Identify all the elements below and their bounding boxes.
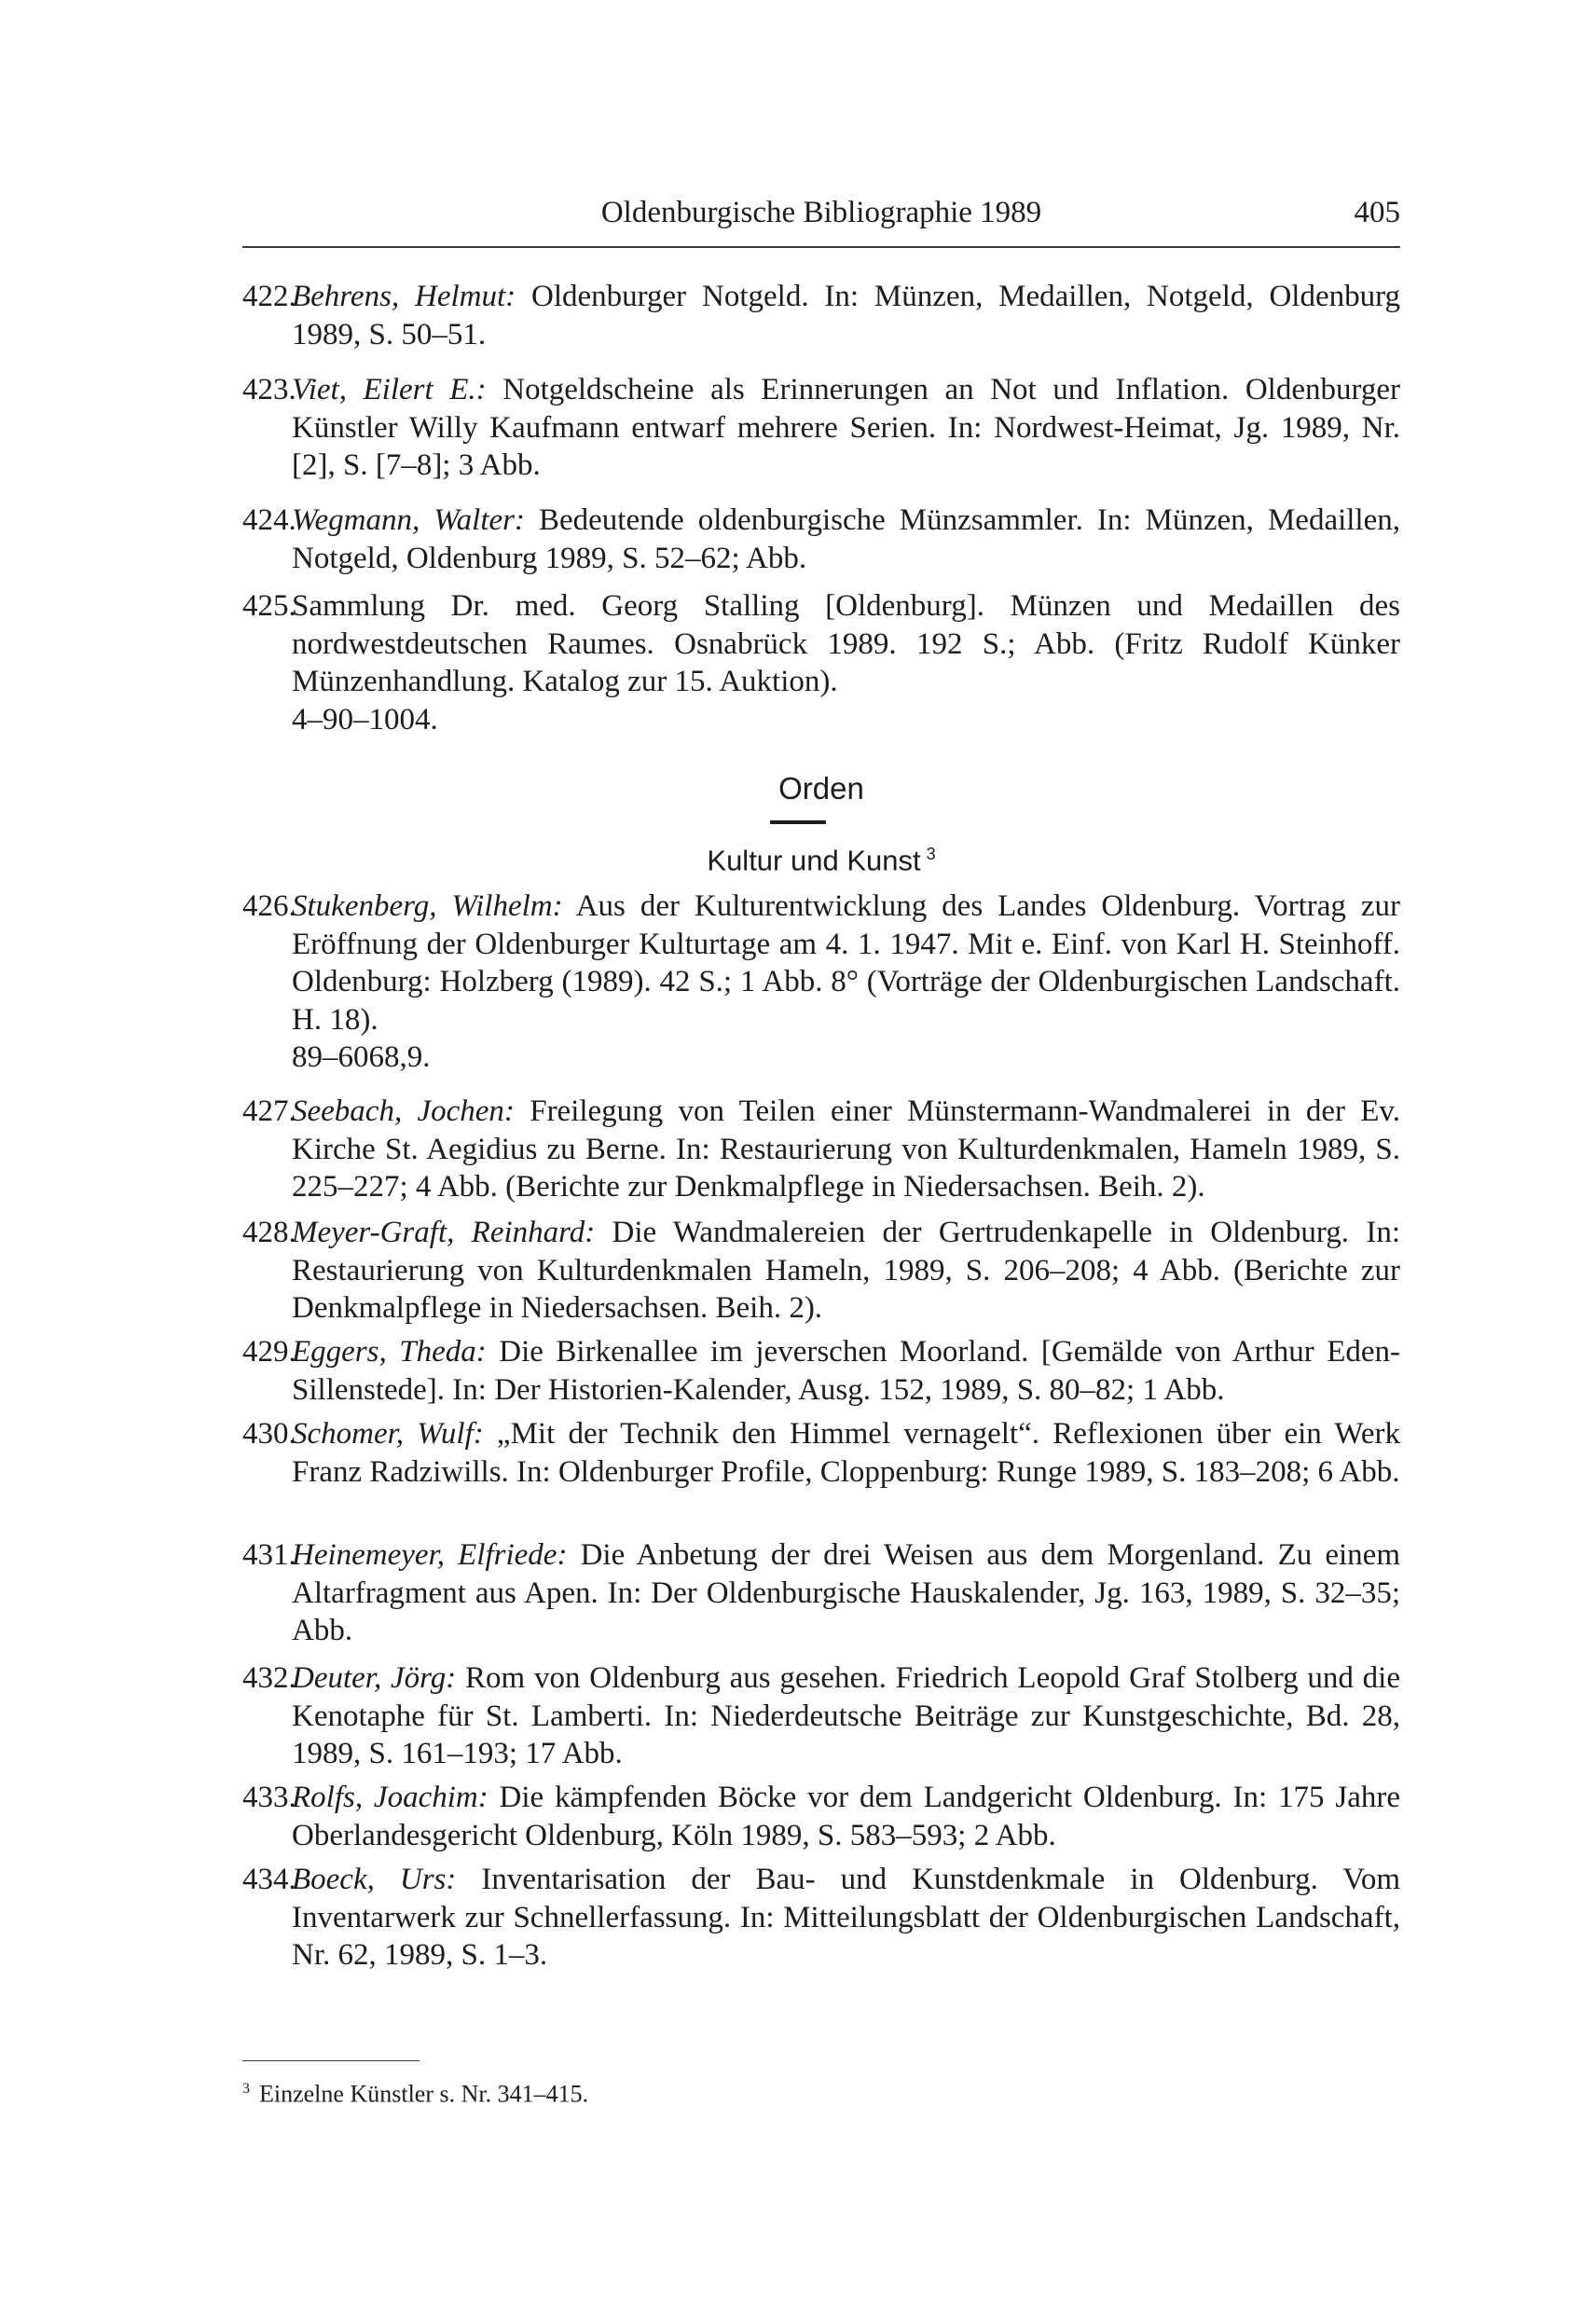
entry-author: Wegmann, Walter:	[292, 503, 525, 537]
entry-text: „Mit der Technik den Himmel vernagelt“. Reflexionen über ein Werk Franz Radziwills. In: Oldenburger Profile, Cloppenburg: Runge 1989, S. 183–208; 6 Abb.	[292, 1417, 1401, 1489]
entry-number: 431.	[242, 1538, 296, 1572]
entry-text: Inventarisation der Bau- und Kunstdenkmale in Oldenburg. Vom Inventarwerk zur Schnellerfassung. In: Mitteilungsblatt der Oldenburgischen Landschaft, Nr. 62, 1989, S. 1–3.	[292, 1863, 1400, 1972]
footnote-number: 3	[242, 2081, 250, 2097]
bibliography-entry	[242, 1861, 1400, 1975]
entry-number: 425.	[242, 589, 296, 623]
bibliography-entry	[242, 1536, 1400, 1650]
entry-author: Behrens, Helmut:	[292, 280, 516, 313]
entry-text: Die kämpfenden Böcke vor dem Landgericht Oldenburg. In: 175 Jahre Oberlandesgericht Oldenburg, Köln 1989, S. 583–593; 2 Abb.	[292, 1781, 1400, 1852]
entry-text: Aus der Kulturentwicklung des Landes Oldenburg. Vortrag zur Eröffnung der Oldenburger Kulturtage am 4. 1. 1947. Mit e. Einf. von Karl H. Steinhoff. Oldenburg: Holzberg (1989). 42 S.; 1 Abb. 8° (Vorträge der Oldenburgischen Landschaft. H. 18).	[292, 889, 1400, 1037]
section-title: Orden	[778, 771, 864, 805]
entry-author: Deuter, Jörg:	[292, 1661, 457, 1695]
bibliography-entry	[242, 278, 1400, 353]
entry-number: 434.	[242, 1863, 296, 1896]
entry-author: Heinemeyer, Elfriede:	[292, 1538, 568, 1572]
bibliography-entry	[242, 502, 1400, 577]
entry-number: 426.	[242, 889, 296, 923]
entry-signature: 4–90–1004.	[292, 702, 438, 736]
footnote-marker: 3	[926, 845, 936, 863]
entry-text: Die Anbetung der drei Weisen aus dem Morgenland. Zu einem Altarfragment aus Apen. In: Der Oldenburgische Hauskalender, Jg. 163, 1989, S. 32–35; Abb.	[292, 1538, 1400, 1647]
bibliography-entry	[242, 587, 1400, 738]
entry-number: 430.	[242, 1417, 296, 1451]
bibliography-entry	[242, 371, 1400, 485]
entry-text: Bedeutende oldenburgische Münzsammler. In: Münzen, Medaillen, Notgeld, Oldenburg 1989, S. 52–62; Abb.	[292, 503, 1400, 575]
entry-author: Viet, Eilert E.:	[292, 373, 487, 406]
entry-author: Eggers, Theda:	[292, 1335, 487, 1369]
bibliography-entry	[242, 1659, 1400, 1773]
entry-text: Die Wandmalereien der Gertrudenkapelle in Oldenburg. In: Restaurierung von Kulturdenkmalen Hameln, 1989, S. 206–208; 4 Abb. (Berichte zur Denkmalpflege in Niedersachsen. Beih. 2).	[292, 1216, 1400, 1325]
footnote	[242, 2074, 588, 2110]
page-number: 405	[1354, 196, 1400, 229]
entry-number: 424.	[242, 503, 296, 537]
bibliography-entry	[242, 1779, 1400, 1854]
entry-text: Notgeldscheine als Erinnerungen an Not und Inflation. Oldenburger Künstler Willy Kaufmann entwarf mehrere Serien. In: Nordwest-Heimat, Jg. 1989, Nr. [2], S. [7–8]; 3 Abb.	[292, 373, 1400, 482]
entry-text: Sammlung Dr. med. Georg Stalling [Oldenburg]. Münzen und Medaillen des nordwestdeutschen Raumes. Osnabrück 1989. 192 S.; Abb. (Fritz Rudolf Künker Münzenhandlung. Katalog zur 15. Auktion).	[292, 589, 1400, 698]
bibliography-entry	[242, 1333, 1400, 1409]
entry-number: 428.	[242, 1216, 296, 1249]
entry-number: 427.	[242, 1094, 296, 1128]
page-header	[242, 194, 1400, 248]
entry-signature: 89–6068,9.	[292, 1040, 431, 1074]
running-title: Oldenburgische Bibliographie 1989	[600, 196, 1042, 229]
entry-author: Boeck, Urs:	[292, 1863, 457, 1896]
bibliography-entry	[242, 1093, 1400, 1206]
entry-number: 422.	[242, 280, 296, 313]
footnote-divider	[242, 2060, 420, 2061]
entry-text: Die Birkenallee im jeverschen Moorland. [Gemälde von Arthur Eden-Sillenstede]. In: Der Historien-Kalender, Ausg. 152, 1989, S. 80–82; 1 Abb.	[292, 1335, 1400, 1407]
entry-author: Seebach, Jochen:	[292, 1094, 515, 1128]
section-divider	[770, 820, 826, 824]
entry-number: 423.	[242, 373, 296, 406]
entry-text: Freilegung von Teilen einer Münstermann-Wandmalerei in der Ev. Kirche St. Aegidius zu Berne. In: Restaurierung von Kulturdenkmalen, Hameln 1989, S. 225–227; 4 Abb. (Berichte zur Denkmalpflege in Niedersachsen. Beih. 2).	[292, 1094, 1401, 1204]
entry-number: 432.	[242, 1661, 296, 1695]
footnote-text: Einzelne Künstler s. Nr. 341–415.	[259, 2080, 589, 2108]
entry-text: Oldenburger Notgeld. In: Münzen, Medaillen, Notgeld, Oldenburg 1989, S. 50–51.	[292, 280, 1400, 351]
bibliography-entry	[242, 1415, 1400, 1491]
entry-author: Stukenberg, Wilhelm:	[292, 889, 563, 923]
bibliography-entry	[242, 1214, 1400, 1328]
entry-text: Rom von Oldenburg aus gesehen. Friedrich Leopold Graf Stolberg und die Kenotaphe für St. Lamberti. In: Niederdeutsche Beiträge zur Kunstgeschichte, Bd. 28, 1989, S. 161–193; 17 Abb.	[292, 1661, 1400, 1770]
entry-author: Schomer, Wulf:	[292, 1417, 484, 1451]
entry-number: 433.	[242, 1781, 296, 1814]
entry-author: Meyer-Graft, Reinhard:	[292, 1216, 596, 1249]
bibliography-entry	[242, 888, 1400, 1077]
subsection-label: Kultur und Kunst	[707, 844, 921, 877]
subsection-title	[242, 835, 1400, 879]
entry-author: Rolfs, Joachim:	[292, 1781, 488, 1814]
entry-number: 429.	[242, 1335, 296, 1369]
